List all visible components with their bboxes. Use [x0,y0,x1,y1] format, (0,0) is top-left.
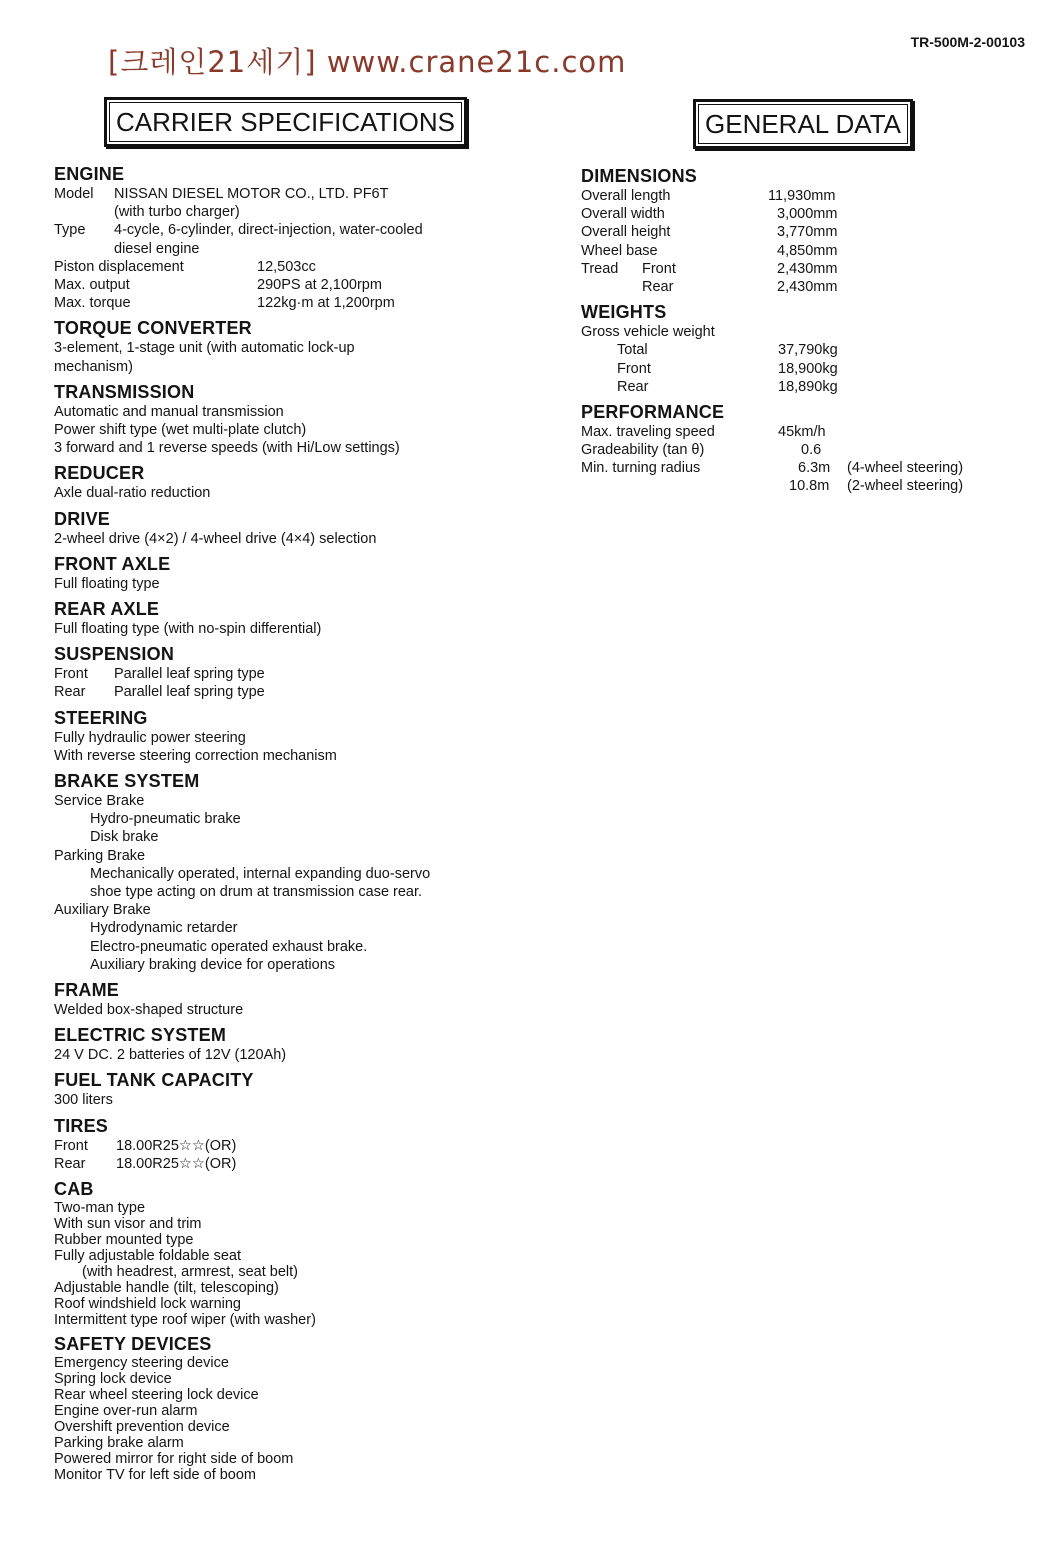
carrier-specifications-title-box [104,97,467,147]
section-heading: SAFETY DEVICES [54,1333,212,1354]
spec-note: (2-wheel steering) [847,478,964,495]
section-heading: TRANSMISSION [54,381,195,402]
carrier-specifications-column [54,164,524,1489]
spec-value: 11,930mm [768,188,836,204]
spec-sublabel: Rear [617,378,649,395]
section-heading: FRAME [54,979,119,1000]
spec-value: 6.3m [798,460,831,477]
spec-line: 3 forward and 1 reverse speeds (with Hi/Low settings) [54,440,400,457]
spec-line: Rubber mounted type [54,1231,194,1248]
spec-line: 2-wheel drive (4×2) / 4-wheel drive (4×4) selection [54,530,377,547]
spec-label: Front [54,1137,88,1154]
performance-section [581,402,1021,496]
spec-value: 18.00R25☆☆(OR) [116,1155,237,1172]
spec-value: 12,503cc [257,258,316,275]
engine-section [54,164,524,312]
spec-line: Fully adjustable foldable seat [54,1247,242,1264]
spec-line: Hydro-pneumatic brake [90,811,241,828]
spec-value: 4-cycle, 6-cylinder, direct-injection, water-cooled [114,222,423,239]
spec-line: Automatic and manual transmission [54,403,284,420]
suspension-section [54,644,524,701]
spec-value: NISSAN DIESEL MOTOR CO., LTD. PF6T [114,186,389,202]
spec-line: shoe type acting on drum at transmission case rear. [90,883,423,900]
spec-value: Parallel leaf spring type [114,684,265,701]
section-heading: BRAKE SYSTEM [54,770,200,791]
spec-label: Piston displacement [54,258,184,275]
spec-value: 37,790kg [778,342,838,359]
section-heading: PERFORMANCE [581,401,725,422]
transmission-section [54,382,524,458]
section-heading: CAB [54,1178,94,1199]
general-data-title: GENERAL DATA [698,104,908,144]
spec-value: 290PS at 2,100rpm [257,276,382,293]
spec-line: With reverse steering correction mechanism [54,747,337,764]
watermark: [크레인21세기] www.crane21c.com [108,45,627,79]
front-axle-section [54,554,524,593]
spec-label: Gradeability (tan θ) [581,442,705,459]
section-heading: ELECTRIC SYSTEM [54,1025,227,1046]
section-heading: DRIVE [54,508,111,529]
section-heading: SUSPENSION [54,644,175,665]
general-data-column [581,166,1021,502]
spec-line: Rear wheel steering lock device [54,1386,259,1403]
spec-label: Overall width [581,206,665,223]
spec-value: 3,000mm [777,206,838,223]
spec-value: 45km/h [778,423,826,440]
spec-line: Roof windshield lock warning [54,1295,241,1312]
spec-line: mechanism) [54,358,133,375]
spec-line: Full floating type [54,575,160,592]
spec-line: Powered mirror for right side of boom [54,1450,294,1467]
spec-line: Intermittent type roof wiper (with washer) [54,1311,316,1328]
spec-label: Max. output [54,276,130,293]
brake-system-section [54,771,524,974]
spec-label: Rear [54,1155,86,1172]
spec-line: Adjustable handle (tilt, telescoping) [54,1279,279,1296]
spec-value: 4,850mm [777,242,838,259]
safety-devices-section [54,1334,524,1483]
spec-sublabel: Rear [642,278,674,295]
spec-line: Spring lock device [54,1370,172,1387]
spec-line: Monitor TV for left side of boom [54,1466,257,1483]
spec-line: Overshift prevention device [54,1418,230,1435]
section-heading: DIMENSIONS [581,166,698,186]
spec-subheading: Service Brake [54,792,145,809]
spec-sublabel: Total [617,342,648,359]
spec-value: 2,430mm [777,278,838,295]
section-heading: FRONT AXLE [54,553,171,574]
spec-value: Parallel leaf spring type [114,666,265,683]
spec-line: Power shift type (wet multi-plate clutch) [54,421,307,438]
spec-sublabel: Front [617,360,651,377]
spec-label: Wheel base [581,242,658,259]
document-code: TR-500M-2-00103 [910,34,1025,50]
spec-note: diesel engine [114,240,200,257]
spec-label: Tread [581,260,619,277]
spec-line: Welded box-shaped structure [54,1001,244,1018]
spec-note: (4-wheel steering) [847,460,964,477]
electric-system-section [54,1025,524,1064]
section-heading: FUEL TANK CAPACITY [54,1070,254,1091]
spec-label: Type [54,222,86,239]
spec-label: Min. turning radius [581,460,701,477]
spec-note: (with turbo charger) [114,204,240,221]
spec-value: 2,430mm [777,260,838,277]
spec-label: Front [54,666,88,683]
spec-line: Two-man type [54,1199,146,1216]
spec-value: 0.6 [801,442,822,459]
spec-value: 18,890kg [778,378,838,395]
spec-value: 18.00R25☆☆(OR) [116,1137,237,1154]
spec-line: 24 V DC. 2 batteries of 12V (120Ah) [54,1047,287,1064]
drive-section [54,509,524,548]
section-heading: TIRES [54,1115,109,1136]
spec-label: Overall height [581,224,671,241]
steering-section [54,708,524,765]
spec-line: With sun visor and trim [54,1215,202,1232]
fuel-tank-section [54,1070,524,1109]
spec-label: Overall length [581,188,671,204]
spec-subheading: Auxiliary Brake [54,902,151,919]
section-heading: WEIGHTS [581,302,667,323]
frame-section [54,980,524,1019]
tires-section [54,1116,524,1173]
carrier-specifications-title: CARRIER SPECIFICATIONS [109,102,462,142]
spec-line: 300 liters [54,1092,113,1109]
spec-line: Full floating type (with no-spin differential) [54,620,322,637]
section-heading: ENGINE [54,164,125,184]
reducer-section [54,463,524,502]
spec-line: Fully hydraulic power steering [54,729,246,746]
section-heading: STEERING [54,707,148,728]
rear-axle-section [54,599,524,638]
spec-label: Rear [54,684,86,701]
cab-section [54,1179,524,1328]
spec-label: Max. torque [54,295,131,312]
section-heading: TORQUE CONVERTER [54,318,252,339]
spec-value: 3,770mm [777,224,838,241]
spec-line: Emergency steering device [54,1354,229,1371]
spec-label: Gross vehicle weight [581,324,715,341]
dimensions-section [581,166,1021,296]
spec-value: 18,900kg [778,360,838,377]
section-heading: REAR AXLE [54,598,160,619]
spec-label: Model [54,186,94,202]
spec-label: Max. traveling speed [581,423,715,440]
spec-line: Hydrodynamic retarder [90,920,238,937]
spec-line: Auxiliary braking device for operations [90,956,336,973]
spec-line: Parking brake alarm [54,1434,184,1451]
weights-section [581,302,1021,396]
spec-line: Engine over-run alarm [54,1402,198,1419]
spec-line: Axle dual-ratio reduction [54,485,211,502]
spec-line: 3-element, 1-stage unit (with automatic lock-up [54,340,355,357]
spec-line: Mechanically operated, internal expanding duo-servo [90,865,431,882]
spec-line: Disk brake [90,829,159,846]
spec-value: 122kg·m at 1,200rpm [257,295,395,312]
spec-line: (with headrest, armrest, seat belt) [82,1263,298,1280]
spec-subheading: Parking Brake [54,847,146,864]
section-heading: REDUCER [54,463,145,484]
general-data-title-box [693,99,913,149]
torque-converter-section [54,318,524,375]
spec-sublabel: Front [642,260,676,277]
spec-line: Electro-pneumatic operated exhaust brake. [90,938,368,955]
spec-value: 10.8m [789,478,830,495]
